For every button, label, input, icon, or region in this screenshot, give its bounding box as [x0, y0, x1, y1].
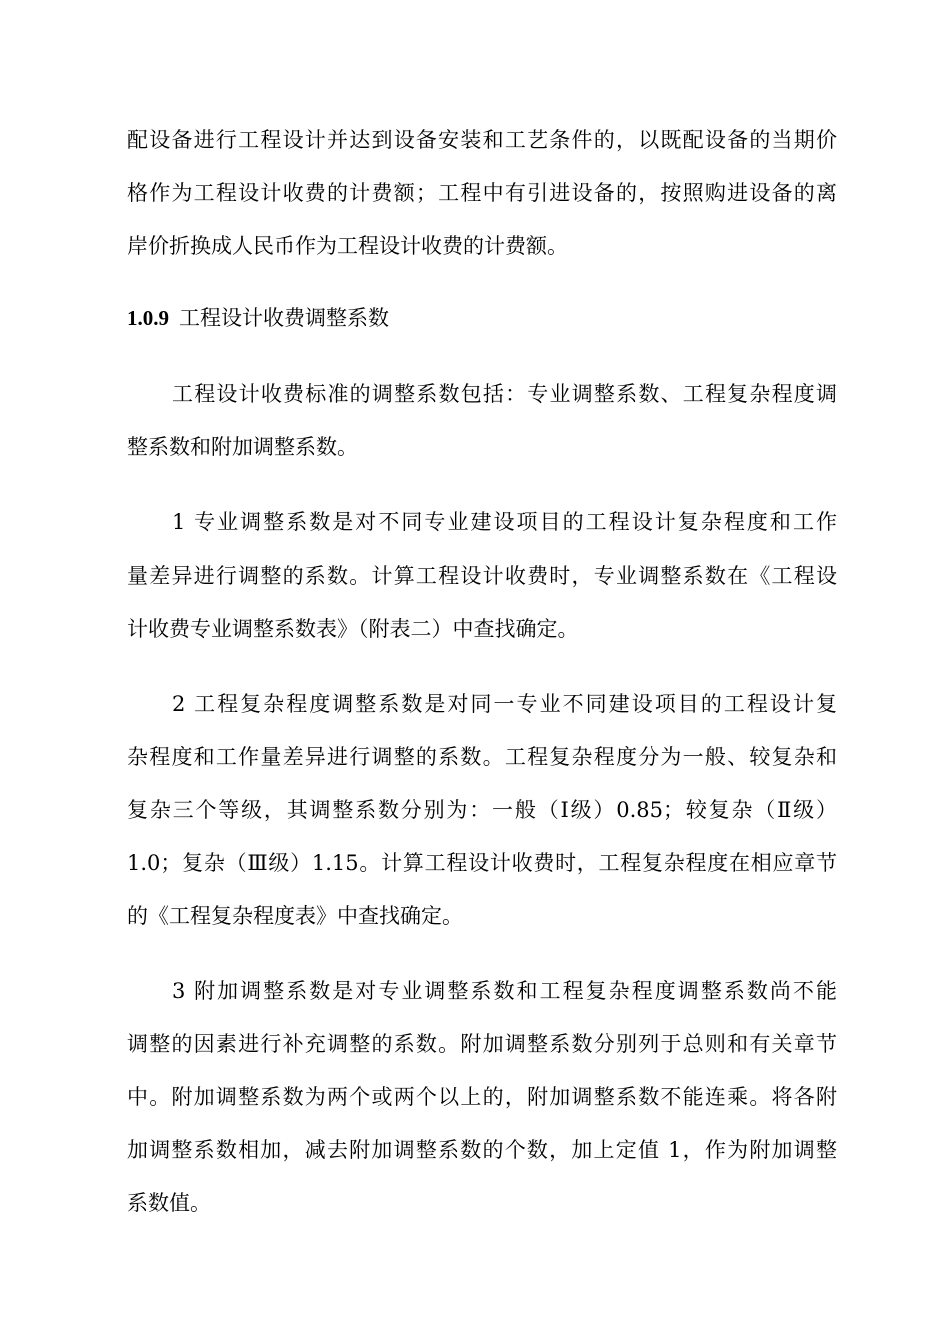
- text-line: 调整的因素进行补充调整的系数。附加调整系数分别列于总则和有关章节: [127, 1032, 837, 1056]
- text-line: 中。附加调整系数为两个或两个以上的，附加调整系数不能连乘。将各附: [127, 1085, 837, 1109]
- text-line: 配设备进行工程设计并达到设备安装和工艺条件的，以既配设备的当期价: [127, 128, 837, 152]
- text-line: 加调整系数相加，减去附加调整系数的个数，加上定值 1，作为附加调整: [127, 1138, 837, 1162]
- text-line: 整系数和附加调整系数。: [127, 435, 358, 459]
- text-line: 格作为工程设计收费的计费额；工程中有引进设备的，按照购进设备的离: [127, 181, 837, 205]
- text-line: 计收费专业调整系数表》（附表二）中查找确定。: [127, 617, 579, 641]
- text-line: 复杂三个等级，其调整系数分别为：一般（Ⅰ级）0.85；较复杂（Ⅱ级）: [127, 798, 837, 822]
- text-line: 1.0；复杂（Ⅲ级）1.15。计算工程设计收费时，工程复杂程度在相应章节: [127, 851, 837, 875]
- section-title: 工程设计收费调整系数: [179, 306, 389, 330]
- text-line: 量差异进行调整的系数。计算工程设计收费时，专业调整系数在《工程设: [127, 564, 837, 588]
- text-line: 3 附加调整系数是对专业调整系数和工程复杂程度调整系数尚不能: [172, 979, 837, 1003]
- text-line: 岸价折换成人民币作为工程设计收费的计费额。: [127, 234, 568, 258]
- text-line: 工程设计收费标准的调整系数包括：专业调整系数、工程复杂程度调: [172, 382, 837, 406]
- text-line: 1 专业调整系数是对不同专业建设项目的工程设计复杂程度和工作: [172, 510, 837, 534]
- section-heading: [127, 301, 837, 335]
- text-line: 的《工程复杂程度表》中查找确定。: [127, 904, 463, 928]
- text-line: 2 工程复杂程度调整系数是对同一专业不同建设项目的工程设计复: [172, 692, 837, 716]
- text-line: 杂程度和工作量差异进行调整的系数。工程复杂程度分为一般、较复杂和: [127, 745, 837, 769]
- text-line: 系数值。: [127, 1191, 211, 1215]
- section-number: 1.0.9: [127, 306, 169, 330]
